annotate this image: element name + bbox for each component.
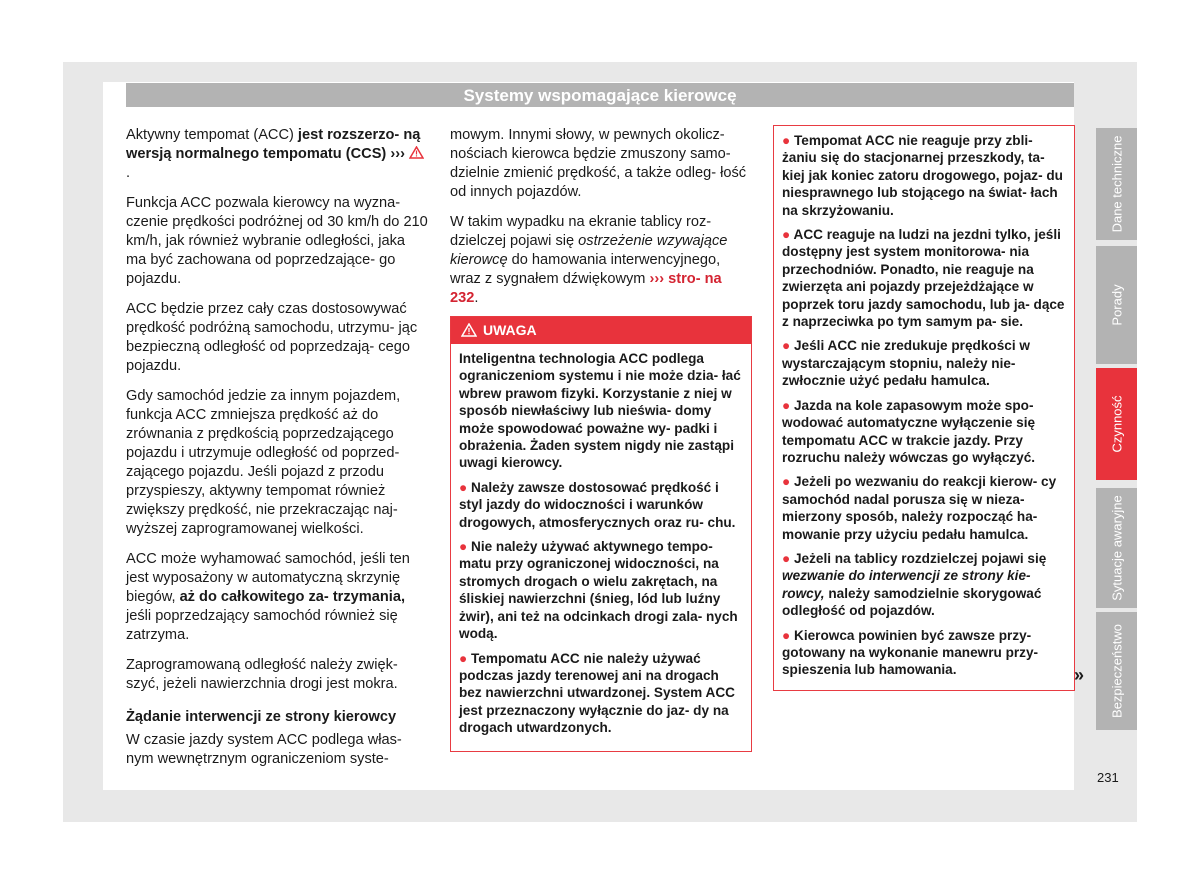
text: Aktywny tempomat (ACC) <box>126 127 298 143</box>
warning-intro: Inteligentna technologia ACC podlega ograniczeniom systemu i nie może dzia- łać wbrew prawom fizyki. Korzystanie z niej w sposób niewłaściwy lub nieświa- domy może spowodować poważne wy- padki i obrażenia. Żaden system nigdy nie zastąpi uwagi kierowcy. <box>459 351 741 471</box>
bullet-icon: ● <box>782 550 791 566</box>
paragraph: Funkcja ACC pozwala kierowcy na wyzna- czenie prędkości podróżnej od 30 km/h do 210 km/h, jak również wybranie odległości, jaka ma być zachowana od poprzedzające- go pojazdu. <box>126 195 428 287</box>
paragraph: Gdy samochód jedzie za innym pojazdem, funkcja ACC zmniejsza prędkość aż do zrównania z prędkością poprzedzającego pojazdu i utrzymuje odległość od poprzed- zającego pojazdu. Jeśli pojazd z przodu przyspieszy, aktywny tempomat również zwiększy prędkość, nie przekraczając naj- wyższej zaprogramowanej wielkości. <box>126 388 401 537</box>
warning-body <box>451 344 751 737</box>
tab-label: Czynność <box>1109 395 1124 453</box>
text: Należy zawsze dostosować prędkość i styl jazdy do widoczności i warunków drogowych, atmosferycznych oraz ru- chu. <box>459 479 736 530</box>
subheading: Żądanie interwencji ze strony kierowcy <box>126 709 397 725</box>
text: W takim wypadku na ekranie tablicy roz- dzielczej pojawi się <box>450 214 712 249</box>
warning-item <box>782 473 1066 543</box>
bullet-icon: ● <box>459 479 468 495</box>
warning-item <box>782 337 1066 389</box>
warning-continuation-box <box>773 125 1075 691</box>
column-left <box>126 126 428 780</box>
cross-ref-arrows: ››› <box>386 146 409 162</box>
text: należy samodzielnie skorygować odległość od pojazdów. <box>782 585 1042 619</box>
text: Tempomat ACC nie reaguje przy zbli- żaniu się do stacjonarnej przeszkody, ta- kiej jak koniec zatoru drogowego, pojaz- du niesprawnego lub stojącego na świat- łach na skrzyżowaniu. <box>782 133 1063 218</box>
paragraph: Zaprogramowaną odległość należy zwięk- szyć, jeżeli nawierzchnia drogi jest mokra. <box>126 657 398 692</box>
paragraph: ACC będzie przez cały czas dostosowywać prędkość podróżną samochodu, utrzymu- jąc bezpieczną odległość od poprzedzają- cego pojazdu. <box>126 301 418 374</box>
tab-bezpieczenstwo[interactable] <box>1096 612 1137 730</box>
paragraph: mowym. Innymi słowy, w pewnych okolicz- nościach kierowca będzie zmuszony samo- dzielnie zmienić prędkość, a także odleg- łość od innych pojazdów. <box>450 127 747 200</box>
text: jeśli poprzedzający samochód również się zatrzyma. <box>126 608 398 643</box>
tab-porady[interactable] <box>1096 246 1137 364</box>
text: Tempomatu ACC nie należy używać podczas jazdy terenowej ani na drogach bez nawierzchni utwardzonej. System ACC jest przeznaczony wyłącznie do jaz- dy na drogach utwardzonych. <box>459 650 735 736</box>
bold-text: jest rozszerzo- ną wersją normalnego tempomatu (CCS) <box>126 127 421 162</box>
text: do hamowania interwencyjnego, wraz z sygnałem dźwiękowym <box>450 252 721 287</box>
warning-item <box>459 650 743 737</box>
section-title: Systemy wspomagające kierowcę <box>126 83 1074 107</box>
warning-header <box>451 317 751 344</box>
tab-label: Bezpieczeństwo <box>1109 624 1124 718</box>
warning-item <box>459 538 743 642</box>
tab-dane-techniczne[interactable] <box>1096 128 1137 240</box>
warning-item <box>782 226 1066 330</box>
text: Nie należy używać aktywnego tempo- matu przy ograniczonej widoczności, na stromych drogach o wielu zakrętach, na śliskiej nawierzchni (śnieg, lód lub luźny żwir), ani też na odcinkach drogi zala- nych wodą. <box>459 539 738 642</box>
warning-item <box>782 132 1066 219</box>
bullet-icon: ● <box>782 133 791 148</box>
tab-sytuacje-awaryjne[interactable] <box>1096 488 1137 608</box>
page-number: 231 <box>1097 770 1119 785</box>
tab-czynnosc[interactable] <box>1096 368 1137 480</box>
bullet-icon: ● <box>459 539 468 555</box>
column-middle <box>450 126 752 319</box>
tab-label: Porady <box>1109 284 1124 326</box>
text: Kierowca powinien być zawsze przy- gotowany na wykonanie manewru przy- spieszenia lub hamowania. <box>782 627 1039 678</box>
warning-item <box>782 627 1066 679</box>
warning-title: UWAGA <box>483 322 537 338</box>
text: Jeżeli po wezwaniu do reakcji kierow- cy samochód nadal porusza się w nieza- mierzony sposób, należy rozpocząć ha- mowanie przy użyciu pedału hamulca. <box>782 474 1057 542</box>
paragraph <box>450 213 752 308</box>
text: Jazda na kole zapasowym może spo- wodować automatyczne wyłączenie się tempomatu ACC w trakcie jazdy. Przy rozruchu należy wówczas go wyłączyć. <box>782 397 1036 465</box>
italic-text: ostrzeżenie wzywające kierowcę <box>450 233 728 268</box>
bold-text: aż do całkowitego za- trzymania, <box>179 589 406 605</box>
warning-item <box>782 397 1066 467</box>
bullet-icon: ● <box>459 650 468 666</box>
tab-label: Dane techniczne <box>1109 135 1124 233</box>
bullet-icon: ● <box>782 474 791 490</box>
paragraph: Aktywny tempomat (ACC) jest rozszerzo- ną wersją normalnego tempomatu (CCS) ››› . <box>126 126 428 183</box>
warning-continuation-body <box>774 126 1074 679</box>
tab-label: Sytuacje awaryjne <box>1109 495 1124 601</box>
text: Jeżeli na tablicy rozdzielczej pojawi się <box>794 550 1047 566</box>
warning-item <box>459 479 743 531</box>
bullet-icon: ● <box>782 227 791 243</box>
page-frame-bottom <box>63 790 1137 822</box>
warning-icon <box>461 323 477 337</box>
continue-arrow-icon: » <box>1074 665 1085 685</box>
warning-item <box>782 550 1066 620</box>
paragraph: W czasie jazdy system ACC podlega włas- nym wewnętrznym ograniczeniom syste- <box>126 732 402 767</box>
text: . <box>474 290 479 306</box>
bullet-icon: ● <box>782 627 791 643</box>
bullet-icon: ● <box>782 338 791 354</box>
bullet-icon: ● <box>782 397 791 413</box>
page-link[interactable]: ››› stro- na 232 <box>450 271 722 306</box>
page-frame-left <box>63 62 103 822</box>
text: ACC może wyhamować samochód, jeśli ten jest wyposażony w automatyczną skrzynię biegów, <box>126 551 410 605</box>
paragraph <box>126 550 428 645</box>
page-frame-top <box>63 62 1137 82</box>
warning-box <box>450 316 752 752</box>
italic-text: wezwanie do interwencji ze strony kie- rowcy, <box>782 568 1031 601</box>
text: ACC reaguje na ludzi na jezdni tylko, jeśli dostępny jest system monitorowa- nia przechodniów. Ponadto, nie reaguje na zwierzęta ani pojazdy przejeżdżające w poprzek toru jazdy samochodu, lub ja- dące z naprzeciwka po tym samym pa- sie. <box>782 227 1065 330</box>
warning-icon <box>409 146 424 159</box>
text: Jeśli ACC nie zredukuje prędkości w wystarczającym stopniu, należy nie- zwłocznie użyć pedału hamulca. <box>782 338 1030 389</box>
